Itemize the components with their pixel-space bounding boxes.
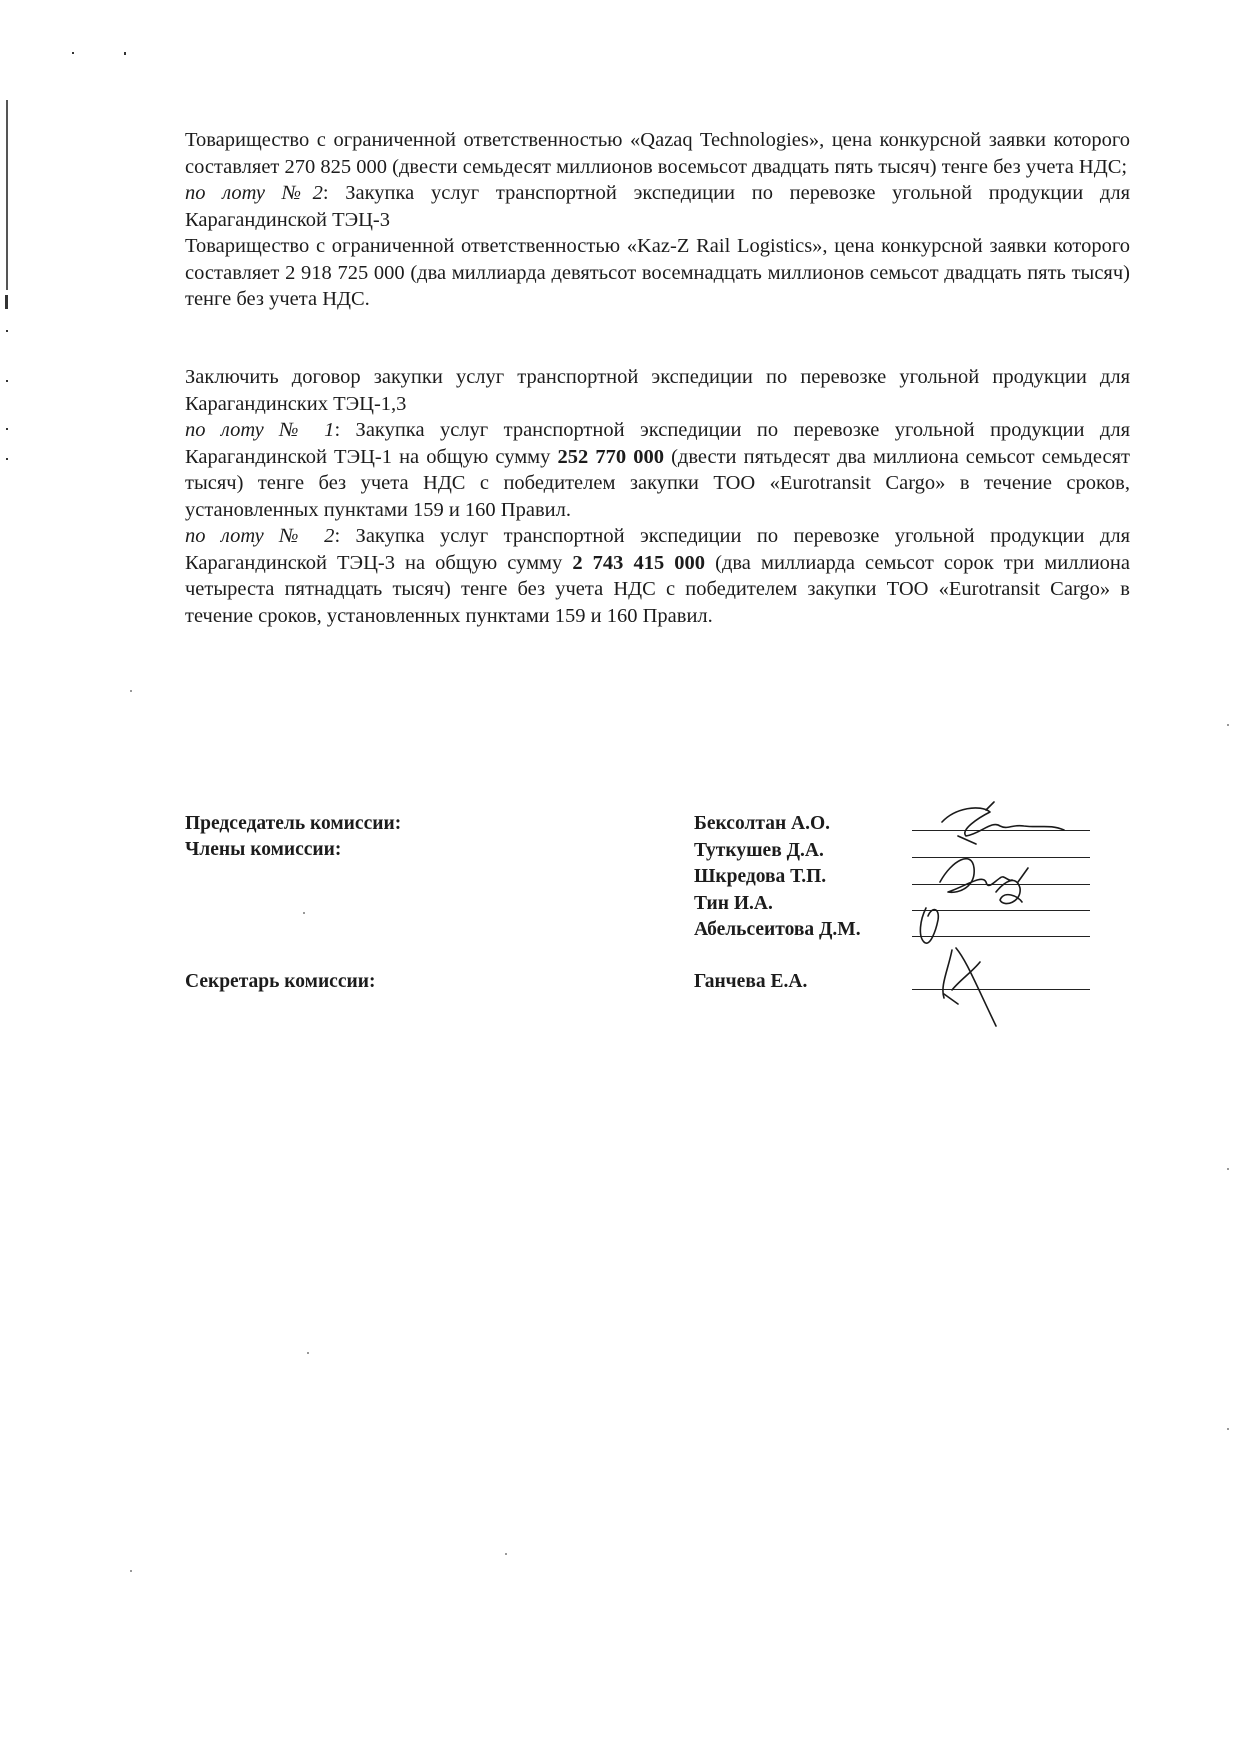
- signature-member-2: [996, 868, 1028, 904]
- lot-2-description: [185, 180, 1130, 233]
- scan-artifact: [307, 1352, 309, 1354]
- scan-artifact: [6, 458, 8, 460]
- handwritten-signatures: [900, 790, 1100, 1030]
- member-name: Шкредова Т.П.: [694, 866, 827, 887]
- scan-artifact: [6, 330, 8, 332]
- lot-1-amount: 252 770 000: [557, 445, 664, 468]
- signature-secretary: [943, 948, 996, 1026]
- scan-artifact: [6, 428, 8, 430]
- scan-artifact: [124, 52, 126, 55]
- lot-1-text: : Закупка услуг транспортной экспедиции по перевозке угольной продукции для Карагандинской ТЭЦ-1 на общую сумму: [185, 419, 1130, 468]
- scan-artifact: [1227, 724, 1229, 726]
- scan-artifact: [303, 912, 305, 914]
- members-label: Члены комиссии:: [185, 839, 342, 860]
- decision-intro: Заключить договор закупки услуг транспортной экспедиции по перевозке угольной продукции для Карагандинских ТЭЦ-1,3: [185, 366, 1130, 415]
- lot-2-label: по лоту № 2: [185, 525, 335, 547]
- member-name: Туткушев Д.А.: [694, 839, 824, 861]
- scan-artifact: [130, 1570, 132, 1572]
- scan-artifact: [5, 295, 8, 309]
- scan-artifact: [6, 380, 8, 382]
- lot-2-decision: [185, 523, 1130, 629]
- secretary-label: Секретарь комиссии:: [185, 971, 376, 992]
- signature-member-3: [920, 908, 938, 943]
- lot-2-text: : Закупка услуг транспортной экспедиции по перевозке угольной продукции для Карагандинской ТЭЦ-3: [185, 182, 1130, 231]
- lot-2-text-end: (два миллиарда семьсот сорок три миллиона четыреста пятнадцать тысяч) тенге без учета НДС с победителем закупки ТОО «Eurotransit Cargo» в течение сроков, установленных пунктами 159 и 160 Правил.: [185, 551, 1130, 627]
- member-name: Тин И.А.: [694, 892, 773, 914]
- bidders-block: [185, 127, 1130, 313]
- commission-names: [694, 811, 861, 944]
- member-name: Абельсеитова Д.М.: [694, 919, 861, 940]
- scan-artifact: [6, 100, 8, 290]
- chairman-label: Председатель комиссии:: [185, 813, 402, 834]
- company-kazz-paragraph: Товарищество с ограниченной ответственностью «Kaz-Z Rail Logistics», цена конкурсной заявки которого составляет 2 918 725 000 (два миллиарда девятьсот восемнадцать миллионов семьсот двадцать пять тысяч) тенге без учета НДС.: [185, 235, 1130, 310]
- lot-1-text-end: (двести пятьдесят два миллиона семьсот семьдесят тысяч) тенге без учета НДС с победителем закупки ТОО «Eurotransit Cargo» в течение сроков, установленных пунктами 159 и 160 Правил.: [185, 445, 1131, 521]
- scan-artifact: [1227, 1428, 1229, 1430]
- scan-artifact: [1227, 1168, 1229, 1170]
- lot-1-label: по лоту № 1: [185, 419, 335, 441]
- signature-chairman: [942, 802, 1064, 844]
- secretary-name: Ганчева Е.А.: [694, 971, 808, 992]
- chairman-name: Бексолтан А.О.: [694, 813, 831, 834]
- lot-1-decision: [185, 417, 1130, 523]
- decision-block: [185, 364, 1130, 629]
- company-qazaq-paragraph: Товарищество с ограниченной ответственностью «Qazaq Technologies», цена конкурсной заявки которого составляет 270 825 000 (двести семьдесят миллионов восемьсот двадцать пять тысяч) тенге без учета НДС;: [185, 129, 1130, 178]
- scan-artifact: [505, 1553, 507, 1555]
- lot-2-amount: 2 743 415 000: [572, 551, 706, 574]
- lot-2-label: по лоту №2: [185, 182, 323, 204]
- lot-2-text: : Закупка услуг транспортной экспедиции по перевозке угольной продукции для Карагандинской ТЭЦ-3 на общую сумму: [185, 525, 1130, 574]
- scan-artifact: [72, 52, 74, 54]
- scan-artifact: [130, 690, 132, 692]
